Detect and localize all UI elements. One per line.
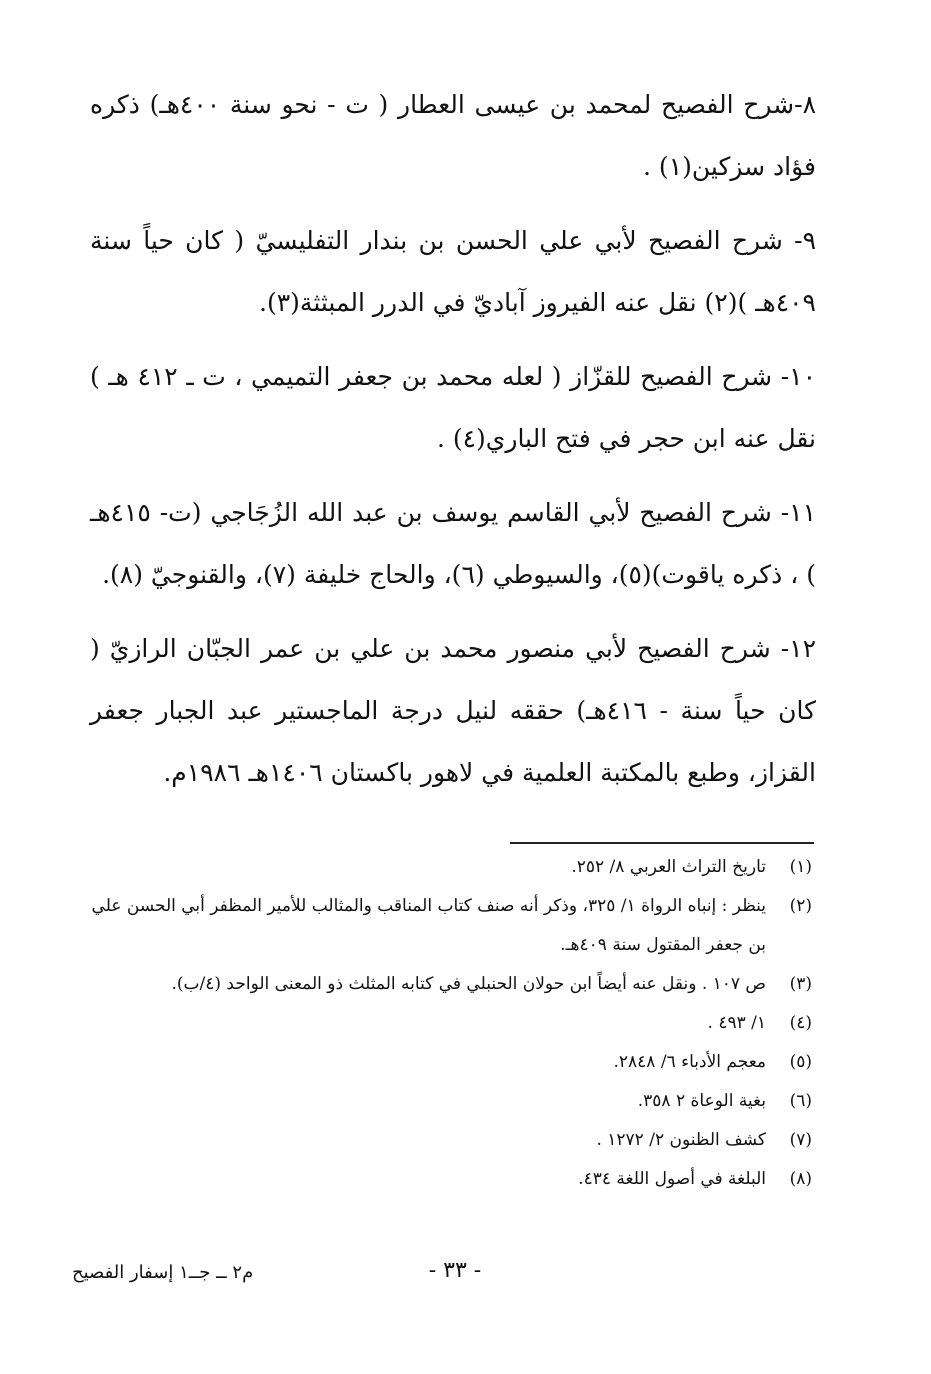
footnote [90, 965, 812, 1004]
page-number: - ٣٣ - [428, 1258, 482, 1283]
footnote-text: معجم الأدباء ٦/ ٢٨٤٨. [613, 1052, 766, 1072]
footnote-number: (٧) [789, 1130, 812, 1150]
footnote-number: (٦) [789, 1091, 812, 1111]
footnote-number: (٥) [789, 1052, 812, 1072]
entry-11: ١١- شرح الفصيح لأبي القاسم يوسف بن عبد الله الزُجَاجي (ت- ٤١٥هـ ) ، ذكره ياقوت)(٥)، والسيوطي (٦)، والحاج خليفة (٧)، والقنوجيّ (٨). [90, 498, 816, 589]
footnote-text: ص ١٠٧ . ونقل عنه أيضاً ابن حولان الحنبلي في كتابه المثلث ذو المعنى الواحد (٤/ب). [171, 974, 766, 994]
footnote-text: ١/ ٤٩٣ . [707, 1013, 766, 1033]
footnote [90, 1043, 812, 1082]
footnote-text: ينظر : إنباه الرواة ١/ ٣٢٥، وذكر أنه صنف كتاب المناقب والمثالب للأمير المظفر أبي الحسن علي بن جعفر المقتول سنة ٤٠٩هـ. [91, 896, 766, 955]
footnote [90, 1121, 812, 1160]
footnote-text: كشف الظنون ٢/ ١٢٧٢ . [596, 1130, 766, 1150]
footnote-text: تاريخ التراث العربي ٨/ ٢٥٢. [571, 857, 766, 877]
footnote-number: (٨) [789, 1169, 812, 1189]
footnote [90, 1004, 812, 1043]
footnote-text: البلغة في أصول اللغة ٤٣٤. [578, 1169, 766, 1189]
footnotes [90, 848, 812, 1199]
footnote-number: (٢) [789, 896, 812, 916]
main-text [90, 74, 816, 804]
footnote [90, 1082, 812, 1121]
signature-mark: م٢ ــ جــ١ إسفار الفصيح [72, 1262, 254, 1283]
footnote [90, 887, 812, 965]
footnote-number: (٤) [789, 1013, 812, 1033]
footnote-text: بغية الوعاة ٢ ٣٥٨. [637, 1091, 766, 1111]
footnote-number: (٣) [789, 974, 812, 994]
footnote-separator [510, 842, 814, 844]
entry-12: ١٢- شرح الفصيح لأبي منصور محمد بن علي بن عمر الجبّان الرازيّ ( كان حياً سنة - ٤١٦هـ) حققه لنيل درجة الماجستير عبد الجبار جعفر القزاز، وطبع بالمكتبة العلمية في لاهور باكستان ١٤٠٦هـ ١٩٨٦م. [90, 634, 816, 787]
entry-10: ١٠- شرح الفصيح للقزّاز ( لعله محمد بن جعفر التميمي ، ت ـ ٤١٢ هـ ) نقل عنه ابن حجر في فتح الباري(٤) . [90, 362, 817, 453]
entry-9: ٩- شرح الفصيح لأبي علي الحسن بن بندار التفليسيّ ( كان حياً سنة ٤٠٩هـ )(٢) نقل عنه الفيروز آباديّ في الدرر المبثثة(٣). [90, 226, 816, 317]
entry-8: ٨-شرح الفصيح لمحمد بن عيسى العطار ( ت - نحو سنة ٤٠٠هـ) ذكره فؤاد سزكين(١) . [90, 90, 816, 181]
footnote-number: (١) [789, 857, 812, 877]
footnote [90, 1160, 812, 1199]
footnote [90, 848, 812, 887]
